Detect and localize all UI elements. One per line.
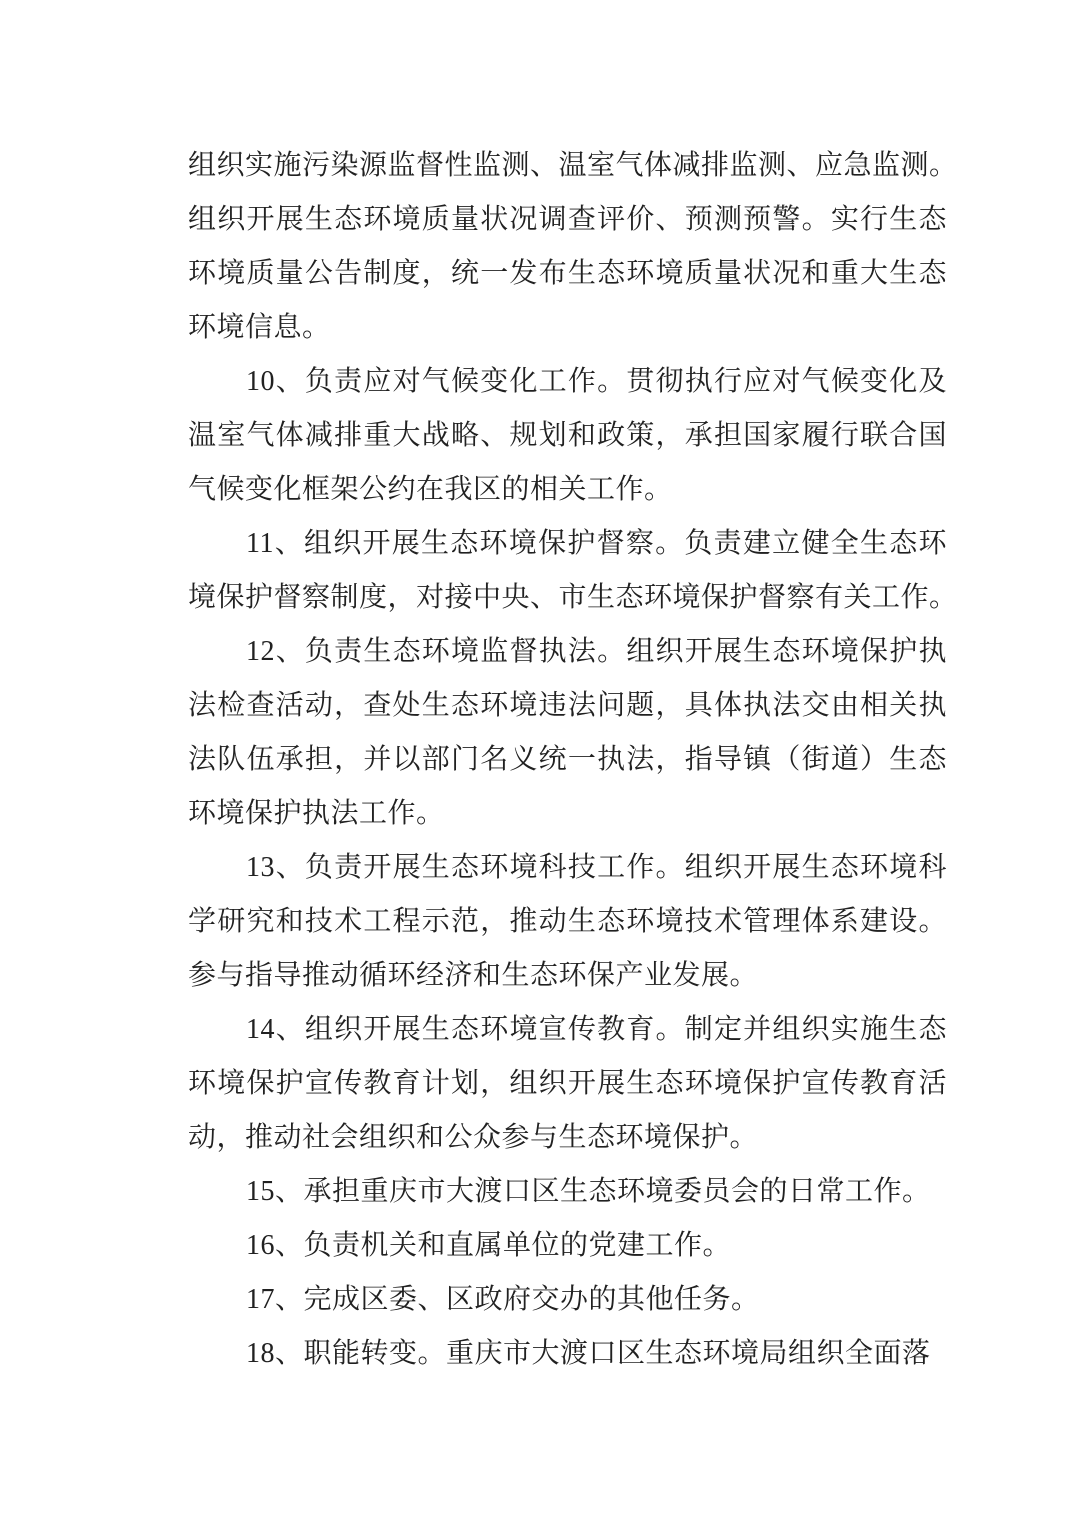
- text-line: 动，推动社会组织和公众参与生态环境保护。: [188, 1122, 759, 1153]
- text-line: 16、负责机关和直属单位的党建工作。: [246, 1230, 732, 1261]
- text-line: 15、承担重庆市大渡口区生态环境委员会的日常工作。: [246, 1176, 931, 1207]
- text-line: 13、负责开展生态环境科技工作。组织开展生态环境科: [246, 852, 947, 883]
- text-line: 18、职能转变。重庆市大渡口区生态环境局组织全面落: [246, 1338, 931, 1369]
- text-line: 10、负责应对气候变化工作。贯彻执行应对气候变化及: [246, 366, 947, 397]
- text-line: 环境保护执法工作。: [188, 798, 445, 829]
- text-line: 环境信息。: [188, 312, 331, 343]
- text-line: 17、完成区委、区政府交办的其他任务。: [246, 1284, 760, 1315]
- paragraph-item-17: [188, 1273, 947, 1327]
- paragraph-item-15: [188, 1165, 947, 1219]
- text-line: 组织开展生态环境质量状况调查评价、预测预警。实行生态: [188, 204, 947, 235]
- text-line: 11、组织开展生态环境保护督察。负责建立健全生态环: [246, 528, 947, 559]
- paragraph-item-18: [188, 1327, 947, 1381]
- paragraph-item-10: [188, 355, 947, 517]
- text-line: 环境质量公告制度，统一发布生态环境质量状况和重大生态: [188, 258, 947, 289]
- text-line: 12、负责生态环境监督执法。组织开展生态环境保护执: [246, 636, 947, 667]
- paragraph-item-16: [188, 1219, 947, 1273]
- paragraph-item-14: [188, 1003, 947, 1165]
- text-line: 组织实施污染源监督性监测、温室气体减排监测、应急监测。: [188, 150, 958, 181]
- text-line: 法检查活动，查处生态环境违法问题，具体执法交由相关执: [188, 690, 947, 721]
- text-line: 温室气体减排重大战略、规划和政策，承担国家履行联合国: [188, 420, 947, 451]
- text-line: 参与指导推动循环经济和生态环保产业发展。: [188, 960, 759, 991]
- document-text-block: [188, 139, 958, 1381]
- text-line: 境保护督察制度，对接中央、市生态环境保护督察有关工作。: [188, 582, 958, 613]
- text-line: 法队伍承担，并以部门名义统一执法，指导镇（街道）生态: [188, 744, 947, 775]
- text-line: 环境保护宣传教育计划，组织开展生态环境保护宣传教育活: [188, 1068, 947, 1099]
- paragraph-item-11: [188, 517, 958, 625]
- paragraph-item-12: [188, 625, 947, 841]
- text-line: 学研究和技术工程示范，推动生态环境技术管理体系建设。: [188, 906, 947, 937]
- paragraph-continuation: [188, 139, 958, 355]
- text-line: 气候变化框架公约在我区的相关工作。: [188, 474, 673, 505]
- text-line: 14、组织开展生态环境宣传教育。制定并组织实施生态: [246, 1014, 947, 1045]
- paragraph-item-13: [188, 841, 947, 1003]
